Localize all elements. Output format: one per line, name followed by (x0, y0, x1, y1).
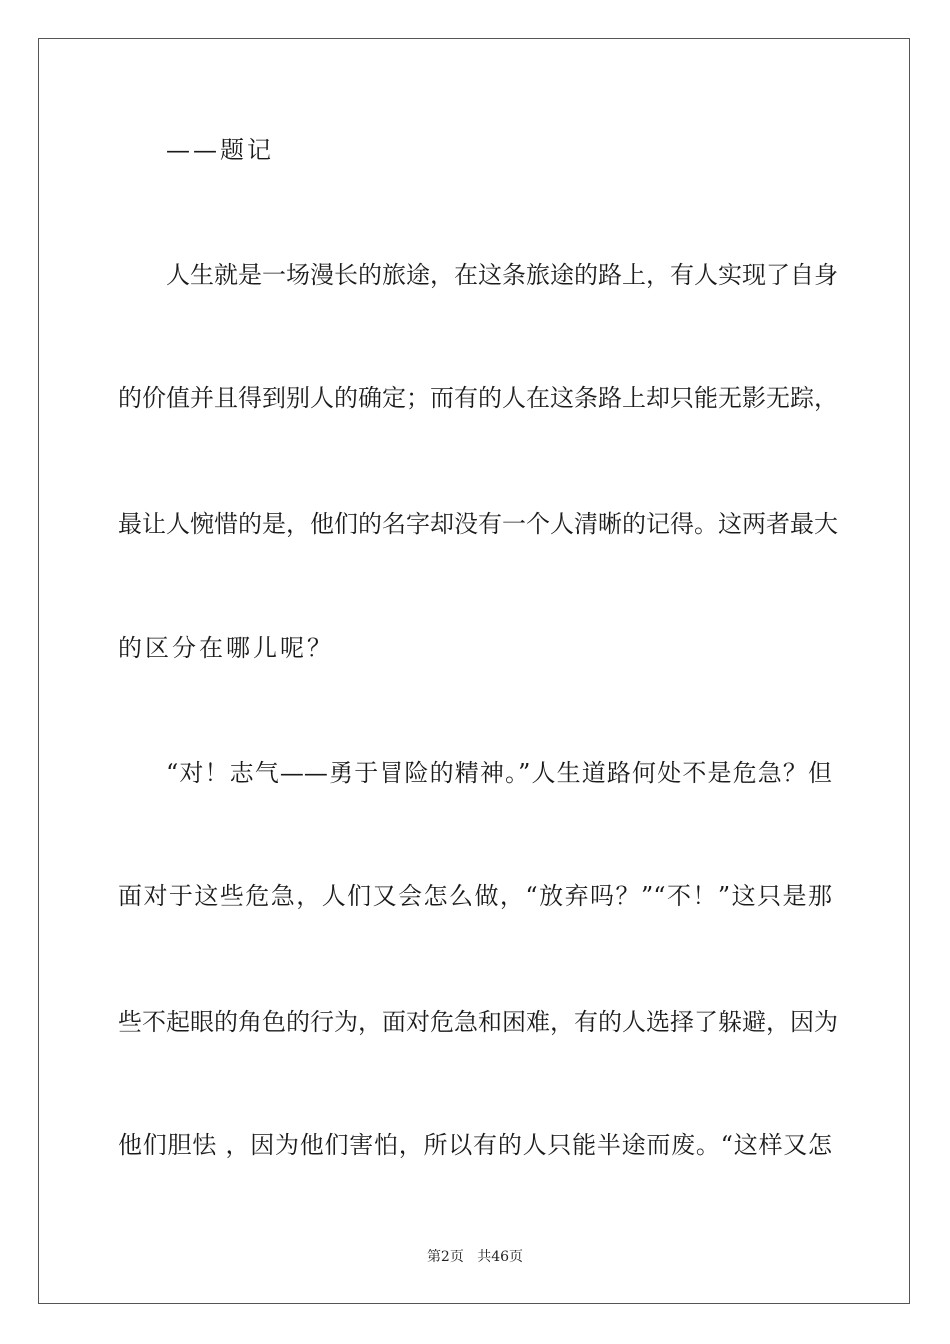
paragraph-1-line-4: 的区分在哪儿呢？ (118, 634, 334, 662)
page-border (38, 38, 910, 1304)
epigraph-attribution: ——题记 (166, 136, 274, 164)
page-footer (0, 1248, 950, 1266)
page-number: 第2页 (426, 1249, 464, 1265)
paragraph-2-line-3: 些不起眼的角色的行为，面对危急和困难，有的人选择了躲避，因为 (118, 1008, 838, 1036)
paragraph-2-line-4: 他们胆怯 ，因为他们害怕，所以有的人只能半途而废。“这样又怎 (118, 1131, 832, 1159)
paragraph-2-line-2: 面对于这些危急，人们又会怎么做，“放弃吗？”“不！”这只是那 (118, 882, 832, 910)
paragraph-1-line-3: 最让人惋惜的是，他们的名字却没有一个人清晰的记得。这两者最大 (118, 510, 838, 538)
paragraph-1-line-2: 的价值并且得到别人的确定；而有的人在这条路上却只能无影无踪， (118, 384, 838, 412)
page-total: 共46页 (477, 1249, 524, 1265)
paragraph-1-line-1: 人生就是一场漫长的旅途，在这条旅途的路上，有人实现了自身 (166, 261, 838, 289)
paragraph-2-line-1: “对！志气——勇于冒险的精神。”人生道路何处不是危急？但 (166, 759, 832, 787)
